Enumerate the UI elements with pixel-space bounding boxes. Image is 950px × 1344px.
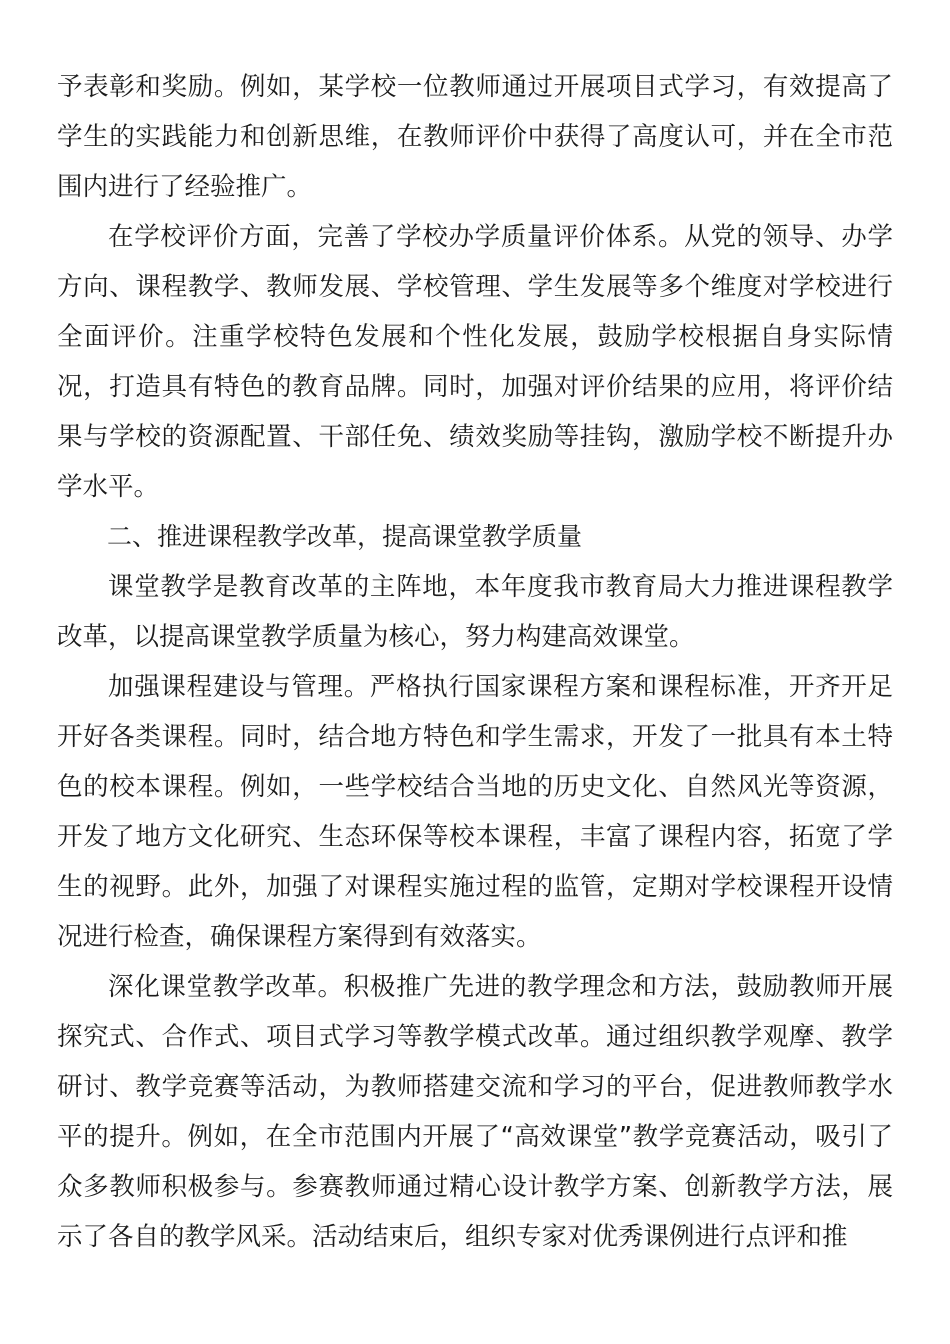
- paragraph-school-evaluation: 在学校评价方面，完善了学校办学质量评价体系。从党的领导、办学方向、课程教学、教师发展、学校管理、学生发展等多个维度对学校进行全面评价。注重学校特色发展和个性化发展，鼓励学校根据自身实际情况，打造具有特色的教育品牌。同时，加强对评价结果的应用，将评价结果与学校的资源配置、干部任免、绩效奖励等挂钩，激励学校不断提升办学水平。: [57, 222, 893, 502]
- paragraph-continuation: 予表彰和奖励。例如，某学校一位教师通过开展项目式学习，有效提高了学生的实践能力和创新思维，在教师评价中获得了高度认可，并在全市范围内进行了经验推广。: [57, 72, 893, 202]
- paragraph-classroom-intro: 课堂教学是教育改革的主阵地，本年度我市教育局大力推进课程教学改革，以提高课堂教学质量为核心，努力构建高效课堂。: [57, 572, 893, 652]
- document-page: [57, 62, 893, 1262]
- section-heading-two: 二、推进课程教学改革，提高课堂教学质量: [107, 522, 583, 551]
- paragraph-curriculum-building: 加强课程建设与管理。严格执行国家课程方案和课程标准，开齐开足开好各类课程。同时，结合地方特色和学生需求，开发了一批具有本土特色的校本课程。例如，一些学校结合当地的历史文化、自然风光等资源，开发了地方文化研究、生态环保等校本课程，丰富了课程内容，拓宽了学生的视野。此外，加强了对课程实施过程的监管，定期对学校课程开设情况进行检查，确保课程方案得到有效落实。: [57, 672, 893, 952]
- paragraph-classroom-reform: 深化课堂教学改革。积极推广先进的教学理念和方法，鼓励教师开展探究式、合作式、项目式学习等教学模式改革。通过组织教学观摩、教学研讨、教学竞赛等活动，为教师搭建交流和学习的平台，促进教师教学水平的提升。例如，在全市范围内开展了“高效课堂”教学竞赛活动，吸引了众多教师积极参与。参赛教师通过精心设计教学方案、创新教学方法，展示了各自的教学风采。活动结束后，组织专家对优秀课例进行点评和推: [57, 972, 893, 1252]
